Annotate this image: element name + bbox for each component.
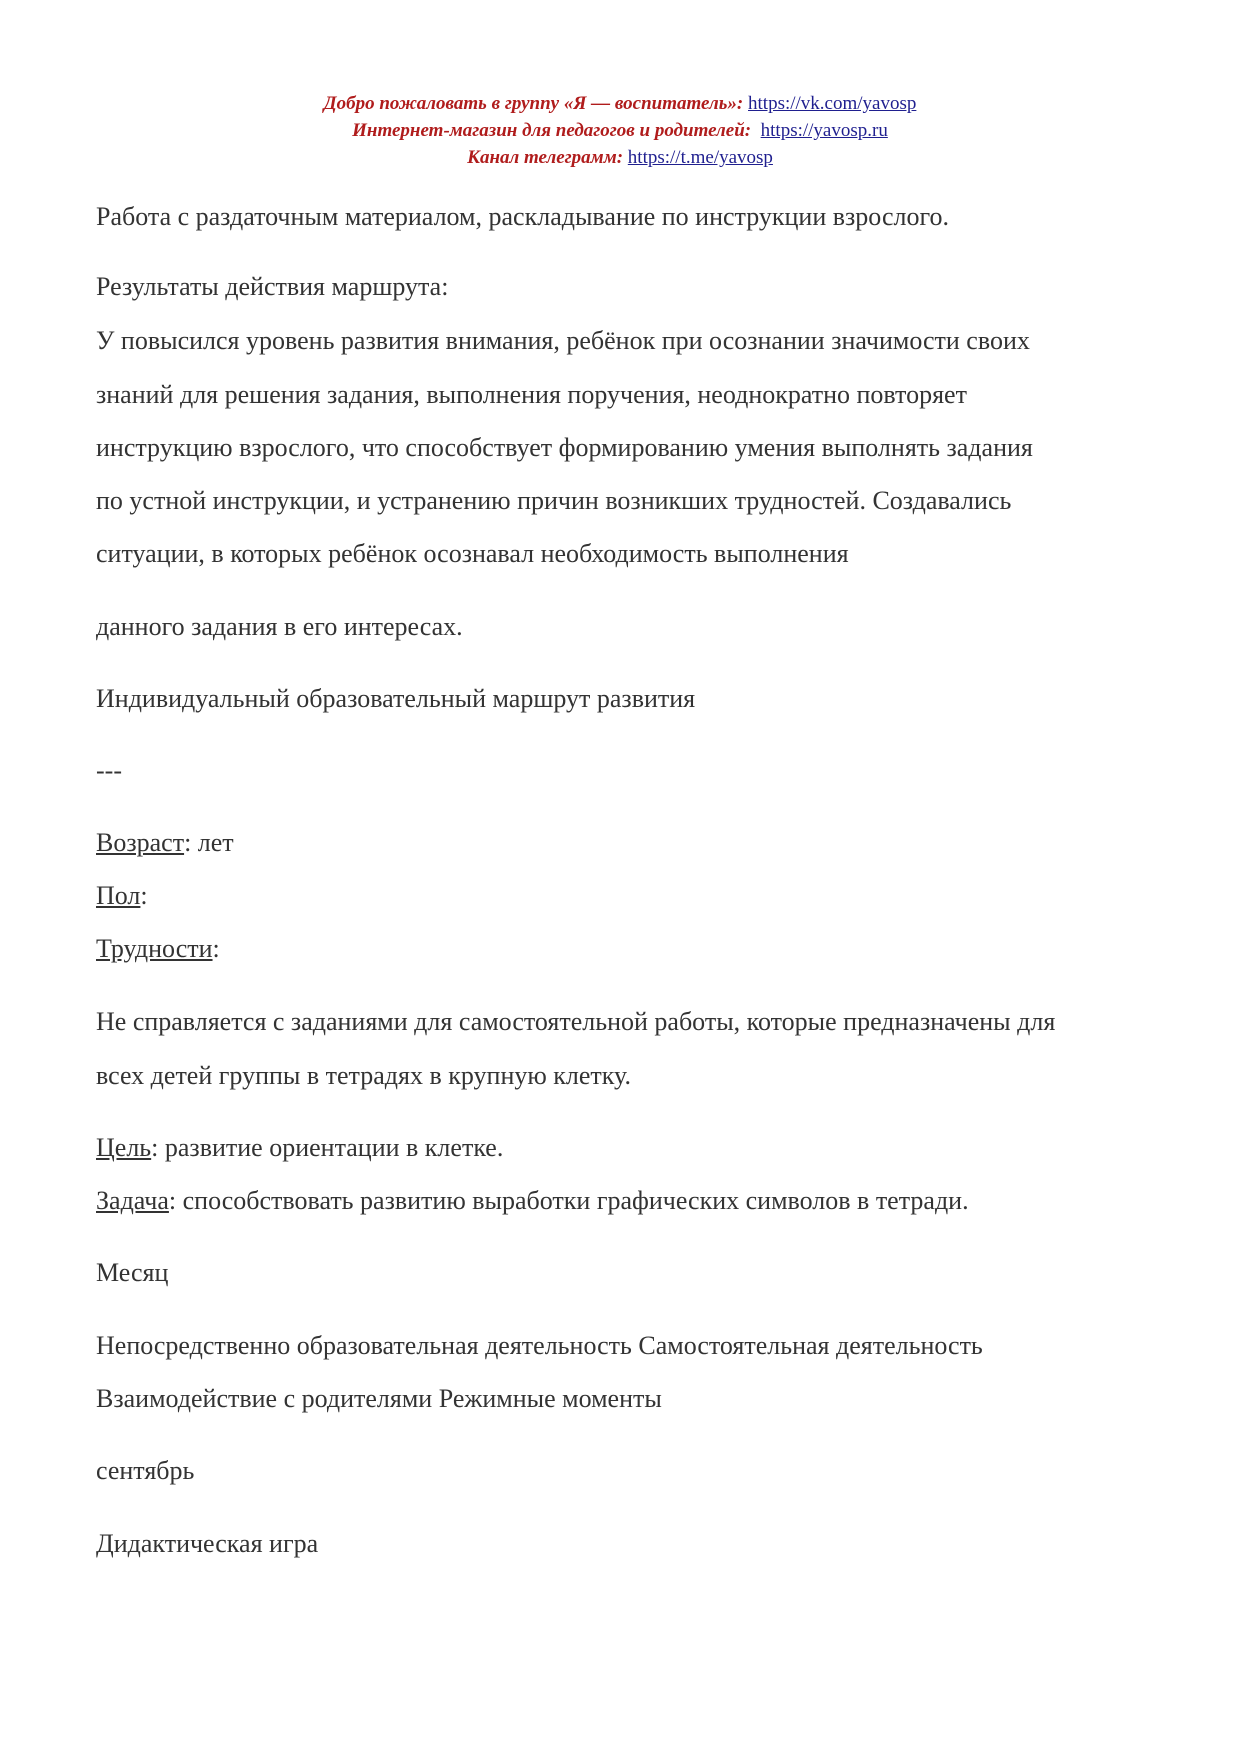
- difficulties-value: :: [212, 934, 220, 963]
- didactic-game-label: Дидактическая игра: [96, 1529, 319, 1558]
- goal-value: : развитие ориентации в клетке.: [151, 1133, 504, 1162]
- header-telegram-label: Канал телеграмм:: [467, 147, 624, 168]
- header-line-vk: [0, 90, 1240, 117]
- difficulties-line-1: Не справляется с заданиями для самостоятельной работы, которые предназначены для: [96, 1007, 1056, 1036]
- difficulties-row: [96, 934, 220, 964]
- sex-row: [96, 881, 148, 911]
- goal-label: Цель: [96, 1133, 152, 1162]
- header-line-shop: [0, 117, 1240, 144]
- header-line-telegram: [0, 144, 1240, 171]
- results-line-1: У повысился уровень развития внимания, ребёнок при осознании значимости своих: [96, 326, 1030, 355]
- month-label: Месяц: [96, 1258, 169, 1287]
- header-vk-label: Добро пожаловать в группу «Я — воспитатель»:: [323, 93, 744, 114]
- columns-line-1: Непосредственно образовательная деятельность Самостоятельная деятельность: [96, 1331, 983, 1360]
- results-line-2: знаний для решения задания, выполнения поручения, неоднократно повторяет: [96, 380, 967, 409]
- shop-link[interactable]: https://yavosp.ru: [760, 120, 888, 141]
- paragraph-handout-work: Работа с раздаточным материалом, раскладывание по инструкции взрослого.: [96, 202, 949, 231]
- age-value: : лет: [184, 828, 234, 857]
- task-value: : способствовать развитию выработки графических символов в тетради.: [168, 1186, 969, 1215]
- results-line-5: ситуации, в которых ребёнок осознавал необходимость выполнения: [96, 539, 849, 568]
- sex-label: Пол: [96, 881, 141, 910]
- paragraph-task-interest: данного задания в его интересах.: [96, 612, 463, 641]
- task-label: Задача: [96, 1186, 169, 1215]
- age-label: Возраст: [96, 828, 185, 857]
- goal-row: [96, 1133, 503, 1163]
- age-row: [96, 828, 234, 858]
- difficulties-line-2: всех детей группы в тетрадях в крупную клетку.: [96, 1061, 631, 1090]
- difficulties-label: Трудности: [96, 934, 213, 963]
- september-label: сентябрь: [96, 1456, 195, 1485]
- columns-line-2: Взаимодействие с родителями Режимные моменты: [96, 1384, 662, 1413]
- page-header: [0, 90, 1240, 171]
- sex-value: :: [140, 881, 148, 910]
- task-row: [96, 1186, 969, 1216]
- header-shop-label: Интернет-магазин для педагогов и родителей:: [352, 120, 752, 141]
- results-line-3: инструкцию взрослого, что способствует формированию умения выполнять задания: [96, 433, 1033, 462]
- paragraph-results-heading: Результаты действия маршрута:: [96, 272, 449, 301]
- vk-link[interactable]: https://vk.com/yavosp: [748, 93, 917, 114]
- separator-dashes: ---: [96, 756, 122, 785]
- paragraph-route-title: Индивидуальный образовательный маршрут развития: [96, 684, 696, 713]
- results-line-4: по устной инструкции, и устранению причин возникших трудностей. Создавались: [96, 486, 1012, 515]
- telegram-link[interactable]: https://t.me/yavosp: [627, 147, 773, 168]
